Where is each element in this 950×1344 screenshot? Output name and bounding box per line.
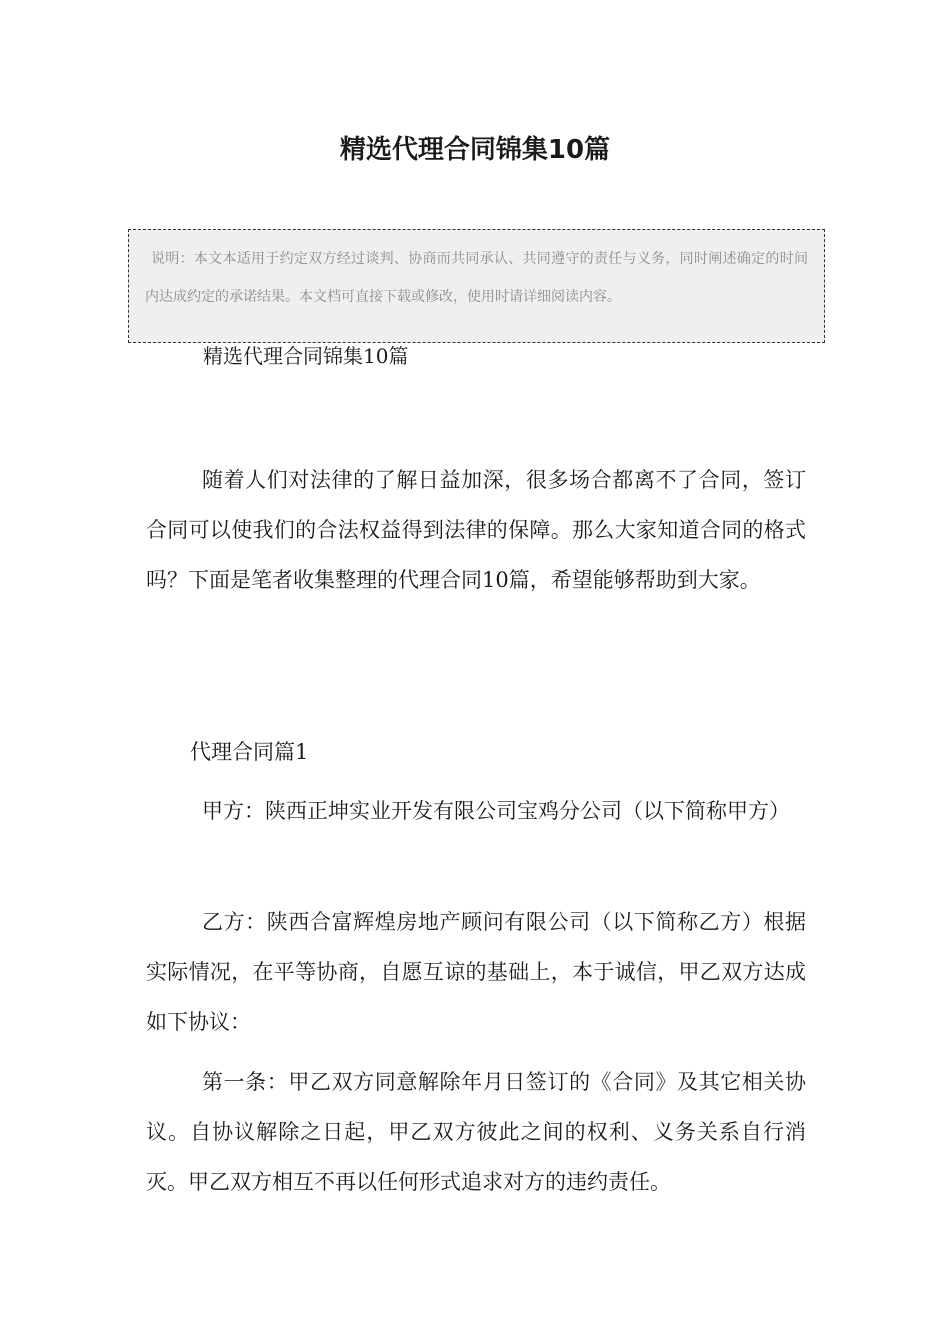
article-1-paragraph: 第一条：甲乙双方同意解除年月日签订的《合同》及其它相关协议。自协议解除之日起，甲乙双方彼此之间的权利、义务关系自行消灭。甲乙双方相互不再以任何形式追求对方的违约责任。 xyxy=(146,1070,806,1194)
party-a-paragraph: 甲方：陕西正坤实业开发有限公司宝鸡分公司（以下简称甲方） xyxy=(202,799,790,823)
intro-paragraph: 随着人们对法律的了解日益加深，很多场合都离不了合同，签订合同可以使我们的合法权益得到法律的保障。那么大家知道合同的格式吗？下面是笔者收集整理的代理合同10篇，希望能够帮助到大家。 xyxy=(146,468,806,592)
document-title: 精选代理合同锦集10篇 xyxy=(339,135,611,165)
party-b-paragraph: 乙方：陕西合富辉煌房地产顾问有限公司（以下简称乙方）根据实际情况，在平等协商，自愿互谅的基础上，本于诚信，甲乙双方达成如下协议： xyxy=(146,910,806,1034)
document-subtitle: 精选代理合同锦集10篇 xyxy=(203,344,409,368)
notice-box: 说明：本文本适用于约定双方经过谈判、协商而共同承认、共同遵守的责任与义务，同时阐述确定的时间内达成约定的承诺结果。本文档可直接下载或修改，使用时请详细阅读内容。 xyxy=(128,229,825,343)
section-heading: 代理合同篇1 xyxy=(190,740,309,764)
